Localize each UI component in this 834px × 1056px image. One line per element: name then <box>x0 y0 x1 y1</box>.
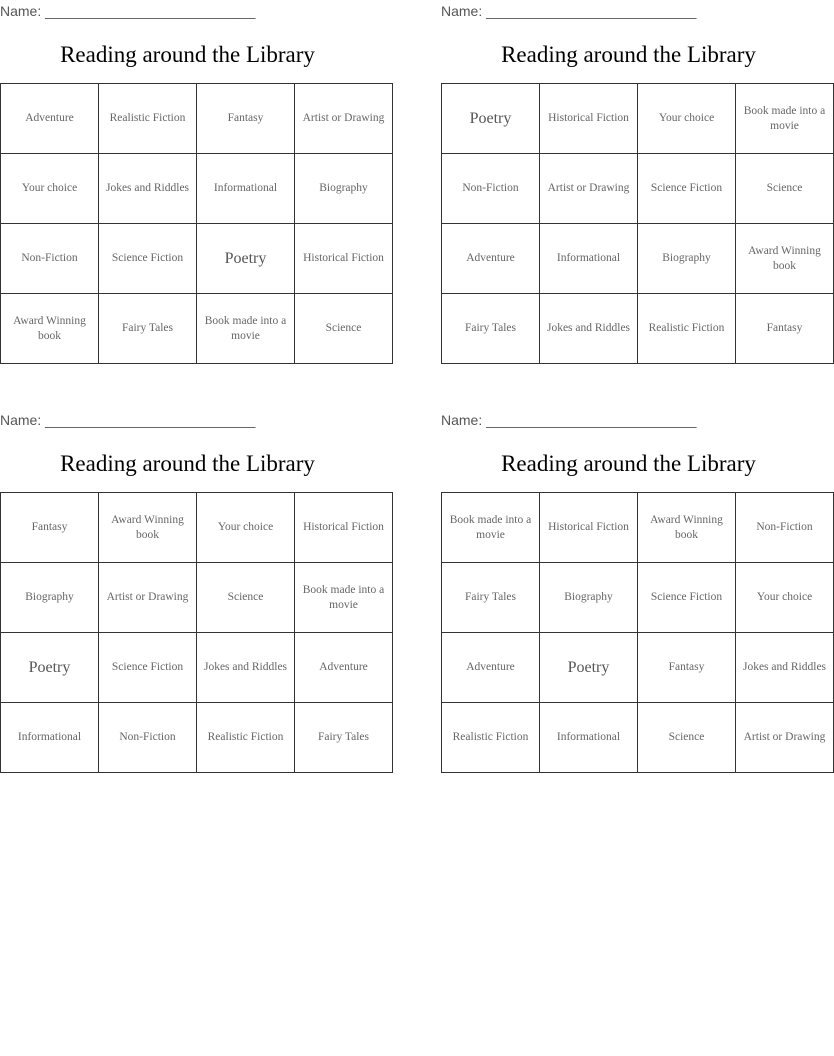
grid-row <box>442 703 834 773</box>
grid-cell: Science <box>295 294 393 364</box>
grid-cell: Science <box>736 154 834 224</box>
grid-row <box>1 224 393 294</box>
grid-cell: Book made into a movie <box>295 563 393 633</box>
grid-cell: Fairy Tales <box>99 294 197 364</box>
grid-cell: Non-Fiction <box>442 154 540 224</box>
grid-cell: Historical Fiction <box>540 493 638 563</box>
grid-cell: Realistic Fiction <box>442 703 540 773</box>
grid-cell: Adventure <box>442 224 540 294</box>
grid-cell: Fantasy <box>736 294 834 364</box>
grid-cell: Biography <box>1 563 99 633</box>
grid-row <box>1 633 393 703</box>
grid-row <box>1 154 393 224</box>
grid-cell: Award Winning book <box>736 224 834 294</box>
grid-row <box>442 563 834 633</box>
grid-cell: Jokes and Riddles <box>197 633 295 703</box>
grid-cell: Realistic Fiction <box>197 703 295 773</box>
grid-cell: Historical Fiction <box>295 224 393 294</box>
name-field[interactable]: Name: ___________________________ <box>441 3 697 19</box>
name-field[interactable]: Name: ___________________________ <box>0 412 256 428</box>
grid-row <box>442 154 834 224</box>
grid-row <box>1 294 393 364</box>
bingo-grid <box>441 492 834 773</box>
name-field[interactable]: Name: ___________________________ <box>441 412 697 428</box>
grid-cell: Biography <box>638 224 736 294</box>
grid-cell: Biography <box>295 154 393 224</box>
grid-cell: Fairy Tales <box>442 563 540 633</box>
card-title: Reading around the Library <box>501 42 756 67</box>
grid-cell: Realistic Fiction <box>638 294 736 364</box>
name-field[interactable]: Name: ___________________________ <box>0 3 256 19</box>
card-title: Reading around the Library <box>60 42 315 67</box>
grid-cell: Informational <box>540 703 638 773</box>
bingo-grid <box>0 492 393 773</box>
grid-cell: Book made into a movie <box>736 84 834 154</box>
grid-cell: Poetry <box>1 633 99 703</box>
grid-cell: Adventure <box>1 84 99 154</box>
grid-cell: Realistic Fiction <box>99 84 197 154</box>
grid-cell: Jokes and Riddles <box>540 294 638 364</box>
grid-cell: Science <box>638 703 736 773</box>
grid-row <box>1 563 393 633</box>
grid-cell: Historical Fiction <box>295 493 393 563</box>
grid-cell: Award Winning book <box>638 493 736 563</box>
grid-cell: Non-Fiction <box>1 224 99 294</box>
grid-cell: Science Fiction <box>638 154 736 224</box>
grid-cell: Science Fiction <box>99 633 197 703</box>
card-title: Reading around the Library <box>501 451 756 476</box>
grid-cell: Fairy Tales <box>442 294 540 364</box>
grid-row <box>442 633 834 703</box>
grid-cell: Fantasy <box>638 633 736 703</box>
grid-cell: Adventure <box>295 633 393 703</box>
grid-cell: Artist or Drawing <box>736 703 834 773</box>
grid-cell: Science Fiction <box>638 563 736 633</box>
grid-cell: Historical Fiction <box>540 84 638 154</box>
grid-cell: Biography <box>540 563 638 633</box>
grid-row <box>442 493 834 563</box>
grid-cell: Science <box>197 563 295 633</box>
grid-cell: Non-Fiction <box>99 703 197 773</box>
grid-cell: Adventure <box>442 633 540 703</box>
grid-row <box>442 84 834 154</box>
grid-cell: Informational <box>1 703 99 773</box>
grid-cell: Book made into a movie <box>442 493 540 563</box>
grid-cell: Your choice <box>638 84 736 154</box>
grid-cell: Fantasy <box>1 493 99 563</box>
card-title: Reading around the Library <box>60 451 315 476</box>
grid-cell: Fairy Tales <box>295 703 393 773</box>
grid-cell: Your choice <box>736 563 834 633</box>
grid-row <box>1 84 393 154</box>
bingo-grid <box>441 83 834 364</box>
grid-cell: Poetry <box>197 224 295 294</box>
grid-cell: Book made into a movie <box>197 294 295 364</box>
bingo-grid <box>0 83 393 364</box>
grid-cell: Your choice <box>197 493 295 563</box>
grid-cell: Fantasy <box>197 84 295 154</box>
grid-cell: Poetry <box>442 84 540 154</box>
grid-cell: Informational <box>540 224 638 294</box>
grid-cell: Non-Fiction <box>736 493 834 563</box>
grid-row <box>1 703 393 773</box>
grid-cell: Your choice <box>1 154 99 224</box>
grid-row <box>442 224 834 294</box>
grid-cell: Science Fiction <box>99 224 197 294</box>
grid-cell: Artist or Drawing <box>540 154 638 224</box>
grid-row <box>1 493 393 563</box>
grid-row <box>442 294 834 364</box>
grid-cell: Jokes and Riddles <box>736 633 834 703</box>
grid-cell: Jokes and Riddles <box>99 154 197 224</box>
grid-cell: Award Winning book <box>1 294 99 364</box>
grid-cell: Artist or Drawing <box>99 563 197 633</box>
grid-cell: Award Winning book <box>99 493 197 563</box>
grid-cell: Informational <box>197 154 295 224</box>
grid-cell: Poetry <box>540 633 638 703</box>
grid-cell: Artist or Drawing <box>295 84 393 154</box>
